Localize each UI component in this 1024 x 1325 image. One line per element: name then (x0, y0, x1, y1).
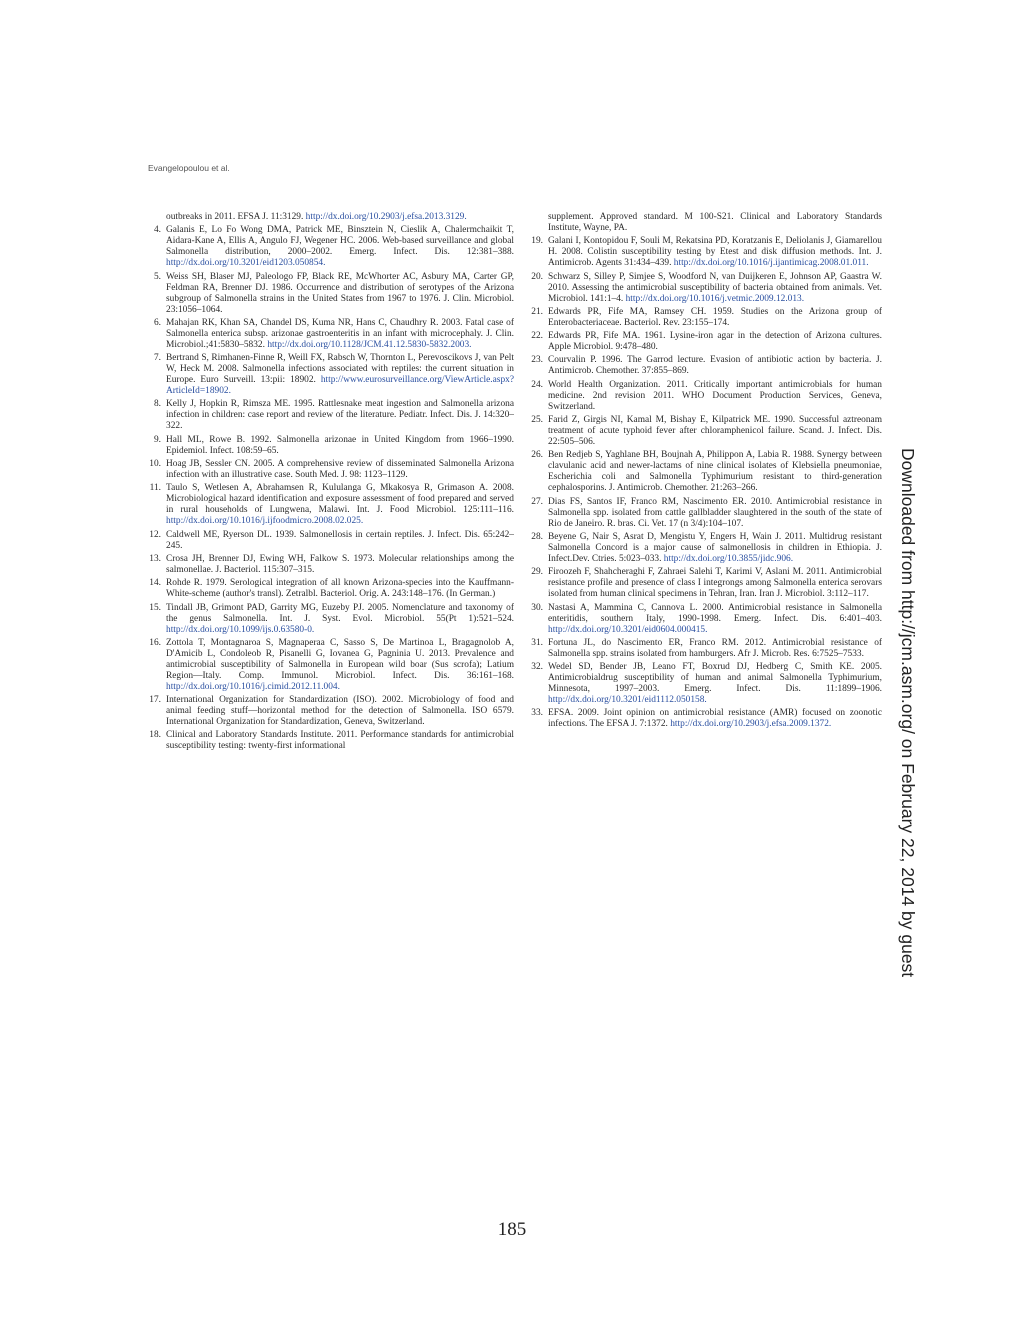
reference-item (148, 554, 514, 576)
reference-item (530, 450, 882, 494)
reference-text: Farid Z, Girgis NI, Kamal M, Bishay E, Kilpatrick ME. 1990. Successful aztreonam treatment of acute typhoid fever after chloramphenicol failure. Scand. J. Infect. Dis. 22:505–506. (548, 415, 882, 448)
reference-item (530, 532, 882, 565)
reference-item (148, 459, 514, 481)
reference-item (148, 483, 514, 527)
doi-link[interactable]: http://dx.doi.org/10.3201/eid1112.050158. (548, 695, 707, 706)
reference-text: Zottola T, Montagnaroa S, Magnaperaa C, Sasso S, De Martinoa L, Bragagnolob A, D'Amicib L, Condoleob R, Pisanelli G, Iovanea G, Pagninia U. 2013. Prevalence and antimicrobial susceptibility of Salmonella in European wild boar (Sus scrofa); Latium Region—Italy. Comp. Immunol. Microbiol. Infect. Dis. 36:161–168. http://dx.doi.org/10.1016/j.cimid.2012.11.004. (166, 637, 514, 692)
reference-column-left (148, 212, 514, 755)
reference-number: 17. (149, 695, 161, 706)
reference-text: EFSA. 2009. Joint opinion on antimicrobial resistance (AMR) focused on zoonotic infections. The EFSA J. 7:1372. http://dx.doi.org/10.2903/j.efsa.2009.1372. (548, 708, 882, 730)
reference-item (148, 272, 514, 316)
reference-text: Weiss SH, Blaser MJ, Paleologo FP, Black RE, McWhorter AC, Asbury MA, Carter GP, Feldman RA, Brenner DJ. 1986. Occurrence and distribution of serotypes of the Arizona subgroup of Salmonella strains in the United States from 1967 to 1976. J. Clin. Microbiol. 23:1056–1064. (166, 271, 514, 315)
reference-text: Galanis E, Lo Fo Wong DMA, Patrick ME, Binsztein N, Cieslik A, Chalermchaikit T, Aidara-Kane A, Ellis A, Angulo FJ, Wegener HC. 2006. Web-based surveillance and global Salmonella distribution, 2000–2002. Emerg. Infect. Dis. 12:381–388. http://dx.doi.org/10.3201/eid1203.050854. (166, 225, 514, 269)
reference-number: 12. (149, 529, 161, 540)
doi-link[interactable]: http://dx.doi.org/10.3201/eid1203.050854. (166, 258, 326, 269)
reference-text: Rohde R. 1979. Serological integration of all known Arizona-species into the Kauffmann-White-scheme (author's transl). Zetralbl. Bacteriol. Orig. A. 243:148–176. (In German.) (166, 578, 514, 600)
doi-link[interactable]: http://dx.doi.org/10.3201/eid0604.000415. (548, 624, 708, 635)
reference-item (530, 380, 882, 413)
reference-number: 20. (531, 271, 543, 282)
reference-column-right (530, 212, 882, 733)
reference-item (148, 578, 514, 600)
reference-number: 22. (531, 331, 543, 342)
reference-text: Edwards PR, Fife MA. 1961. Lysine-iron agar in the detection of Arizona cultures. Apple Microbiol. 9:478–480. (548, 331, 882, 353)
reference-text: Wedel SD, Bender JB, Leano FT, Boxrud DJ, Hedberg C, Smith KE. 2005. Antimicrobialdrug susceptibility of human and animal Salmonella Typhimurium, Minnesota, 1997–2003. Emerg. Infect. Dis. 11:1899–1906. http://dx.doi.org/10.3201/eid1112.050158. (548, 662, 882, 706)
reference-text: Dias FS, Santos IF, Franco RM, Nascimento ER. 2010. Antimicrobial resistance in Salmonella spp. isolated from cattle gallbladder slaughtered in the south of the state of Rio de Janeiro. R. bras. Ci. Vet. 17 (n 3/4):104–107. (548, 496, 882, 529)
reference-item (148, 695, 514, 728)
reference-item (530, 212, 882, 234)
reference-item (148, 353, 514, 397)
reference-text: supplement. Approved standard. M 100-S21. Clinical and Laboratory Standards Institute, Wayne, PA. (548, 212, 882, 233)
reference-text: Edwards PR, Fife MA, Ramsey CH. 1959. Studies on the Arizona group of Enterobacteriaceae. Bacteriol. Rev. 23:155–174. (548, 306, 882, 328)
reference-number: 21. (531, 306, 543, 317)
reference-item (148, 212, 514, 223)
reference-item (530, 567, 882, 600)
reference-text: Schwarz S, Silley P, Simjee S, Woodford N, van Duijkeren E, Johnson AP, Gaastra W. 2010. Assessing the antimicrobial susceptibility of bacteria obtained from animals. Vet. Microbiol. 141:1–4. http://dx.doi.org/10.1016/j.vetmic.2009.12.013. (548, 271, 882, 304)
reference-item (530, 603, 882, 636)
reference-number: 16. (149, 637, 161, 648)
doi-link[interactable]: http://dx.doi.org/10.1128/JCM.41.12.5830-5832.2003. (267, 339, 472, 350)
doi-link[interactable]: http://www.eurosurveillance.org/ViewArticle.aspx?ArticleId=18902. (166, 375, 514, 397)
reference-number: 8. (153, 399, 161, 410)
reference-item (148, 318, 514, 351)
reference-item (530, 415, 882, 448)
reference-text: International Organization for Standardization (ISO). 2002. Microbiology of food and animal feeding stuff—horizontal method for the detection of Salmonella. ISO 6579. International Organization for Standardization, Geneva, Switzerland. (166, 695, 514, 728)
reference-number: 26. (531, 450, 543, 461)
reference-item (530, 708, 882, 730)
doi-link[interactable]: http://dx.doi.org/10.1016/j.cimid.2012.11.004. (166, 681, 340, 692)
reference-item (148, 638, 514, 693)
reference-text: Nastasi A, Mammina C, Cannova L. 2000. Antimicrobial resistance in Salmonella enteritidis, southern Italy, 1990-1998. Emerg. Infect. Dis. 6:401–403. http://dx.doi.org/10.3201/eid0604.000415. (548, 602, 882, 635)
reference-item (530, 236, 882, 269)
reference-item (530, 272, 882, 305)
reference-number: 24. (531, 379, 543, 390)
doi-link[interactable]: http://dx.doi.org/10.1016/j.vetmic.2009.12.013. (625, 293, 805, 304)
reference-text: Fortuna JL, do Nascimento ER, Franco RM. 2012. Antimicrobial resistance of Salmonella spp. strains isolated from hamburgers. Afr J. Microb. Res. 6:7525–7533. (548, 637, 882, 659)
reference-item (530, 662, 882, 706)
reference-text: Kelly J, Hopkin R, Rimsza ME. 1995. Rattlesnake meat ingestion and Salmonella arizona infection in children: case report and review of the literature. Pediatr. Infect. Dis. J. 14:320–322. (166, 399, 514, 432)
reference-number: 32. (531, 662, 543, 673)
reference-number: 29. (531, 567, 543, 578)
reference-text: Beyene G, Nair S, Asrat D, Mengistu Y, Engers H, Wain J. 2011. Multidrug resistant Salmonella Concord is a major cause of salmonellosis in children in Ethiopia. J. Infect.Dev. Ctries. 5:023–033. http://dx.doi.org/10.3855/jidc.906. (548, 531, 882, 564)
reference-item (148, 225, 514, 269)
reference-number: 9. (153, 434, 161, 445)
reference-item (148, 530, 514, 552)
reference-text: Caldwell ME, Ryerson DL. 1939. Salmonellosis in certain reptiles. J. Infect. Dis. 65:242–245. (166, 529, 514, 551)
reference-number: 27. (531, 496, 543, 507)
reference-text: Courvalin P. 1996. The Garrod lecture. Evasion of antibiotic action by bacteria. J. Antimicrob. Chemother. 37:855–869. (548, 355, 882, 377)
reference-item (530, 638, 882, 660)
reference-item (530, 497, 882, 530)
reference-text: Clinical and Laboratory Standards Institute. 2011. Performance standards for antimicrobial susceptibility testing: twenty-first informational (166, 730, 514, 752)
reference-number: 14. (149, 578, 161, 589)
page-number: 185 (497, 1219, 527, 1240)
reference-number: 4. (153, 225, 161, 236)
reference-text: Hoag JB, Sessler CN. 2005. A comprehensive review of disseminated Salmonella Arizona infection with an illustrative case. South Med. J. 98: 1123–1129. (166, 459, 514, 481)
reference-item (148, 435, 514, 457)
reference-text: World Health Organization. 2011. Critically important antimicrobials for human medicine. 2nd revision 2011. WHO Document Production Services, Geneva, Switzerland. (548, 379, 882, 412)
reference-text: Firoozeh F, Shahcheraghi F, Zahraei Salehi T, Karimi V, Aslani M. 2011. Antimicrobial resistance profile and presence of class I integrongs among Salmonella enterica serovars isolated from human clinical specimens in Tehran, Iran. Iran J. Microbiol. 3:112–117. (548, 567, 882, 600)
reference-number: 13. (149, 553, 161, 564)
doi-link[interactable]: http://dx.doi.org/10.1016/j.ijfoodmicro.2008.02.025. (166, 516, 364, 527)
doi-link[interactable]: http://dx.doi.org/10.1016/j.ijantimicag.2008.01.011. (673, 258, 869, 269)
reference-text: Crosa JH, Brenner DJ, Ewing WH, Falkow S. 1973. Molecular relationships among the salmonellae. J. Bacteriol. 115:307–315. (166, 553, 514, 575)
doi-link[interactable]: http://dx.doi.org/10.1099/ijs.0.63580-0. (166, 624, 315, 635)
reference-number: 33. (531, 708, 543, 719)
reference-item (530, 331, 882, 353)
reference-item (530, 355, 882, 377)
reference-number: 7. (153, 353, 161, 364)
reference-number: 11. (149, 483, 161, 494)
reference-number: 31. (531, 637, 543, 648)
reference-text: Ben Redjeb S, Yaghlane BH, Boujnah A, Philippon A, Labia R. 1988. Synergy between clavulanic acid and newer-lactams of nine clinical isolates of Klebsiella pneumoniae, Escherichia coli and Salmonella Typhimurium resistant to third-generation cephalosporins. J. Antimicrob. Chemother. 21:263–266. (548, 450, 882, 494)
reference-text: Hall ML, Rowe B. 1992. Salmonella arizonae in United Kingdom from 1966–1990. Epidemiol. Infect. 108:59–65. (166, 434, 514, 456)
reference-number: 18. (149, 730, 161, 741)
reference-text: Taulo S, Wetlesen A, Abrahamsen R, Kululanga G, Mkakosya R, Grimason A. 2008. Microbiological hazard identification and exposure assessment of food prepared and served in rural households of Lungwena, Malawi. Int. J. Food Microbiol. 125:111–116. http://dx.doi.org/10.1016/j.ijfoodmicro.2008.02.025. (166, 483, 514, 527)
reference-number: 25. (531, 415, 543, 426)
reference-text: outbreaks in 2011. EFSA J. 11:3129. http://dx.doi.org/10.2903/j.efsa.2013.3129. (166, 212, 467, 222)
reference-text: Mahajan RK, Khan SA, Chandel DS, Kuma NR, Hans C, Chaudhry R. 2003. Fatal case of Salmonella enterica subsp. arizonae gastroenteritis in an infant with microcephaly. J. Clin. Microbiol.;41:5830–5832. http://dx.doi.org/10.1128/JCM.41.12.5830-5832.2003. (166, 317, 514, 350)
running-head: Evangelopoulou et al. (148, 163, 230, 173)
doi-link[interactable]: http://dx.doi.org/10.2903/j.efsa.2013.3129. (305, 212, 467, 222)
reference-text: Galani I, Kontopidou F, Souli M, Rekatsina PD, Koratzanis E, Deliolanis J, Giamarellou H. 2008. Colistin susceptibility testing by Etest and disk diffusion methods. Int. J. Antimicrob. Agents 31:434–439. http://dx.doi.org/10.1016/j.ijantimicag.2008.01.011. (548, 236, 882, 269)
download-watermark: Downloaded from http://jcm.asm.org/ on February 22, 2014 by guest (898, 448, 918, 978)
doi-link[interactable]: http://dx.doi.org/10.3855/jidc.906. (663, 553, 794, 564)
reference-number: 5. (153, 271, 161, 282)
reference-number: 15. (149, 602, 161, 613)
reference-text: Tindall JB, Grimont PAD, Garrity MG, Euzeby PJ. 2005. Nomenclature and taxonomy of the genus Salmonella. Int. J. Syst. Evol. Microbiol. 55(Pt 1):521–524. http://dx.doi.org/10.1099/ijs.0.63580-0. (166, 602, 514, 635)
reference-text: Bertrand S, Rimhanen-Finne R, Weill FX, Rabsch W, Thornton L, Perevoscikovs J, van Pelt W, Heck M. 2008. Salmonella infections associated with reptiles: the current situation in Europe. Euro Surveill. 13:pii: 18902. http://www.eurosurveillance.org/ViewArticle.aspx?ArticleId=18902. (166, 353, 514, 397)
reference-item (148, 730, 514, 752)
reference-item (530, 307, 882, 329)
reference-item (148, 603, 514, 636)
reference-number: 6. (153, 317, 161, 328)
reference-number: 10. (149, 459, 161, 470)
reference-item (148, 399, 514, 432)
reference-number: 28. (531, 531, 543, 542)
doi-link[interactable]: http://dx.doi.org/10.2903/j.efsa.2009.1372. (670, 719, 832, 730)
reference-number: 30. (531, 602, 543, 613)
reference-number: 23. (531, 355, 543, 366)
reference-number: 19. (531, 236, 543, 247)
